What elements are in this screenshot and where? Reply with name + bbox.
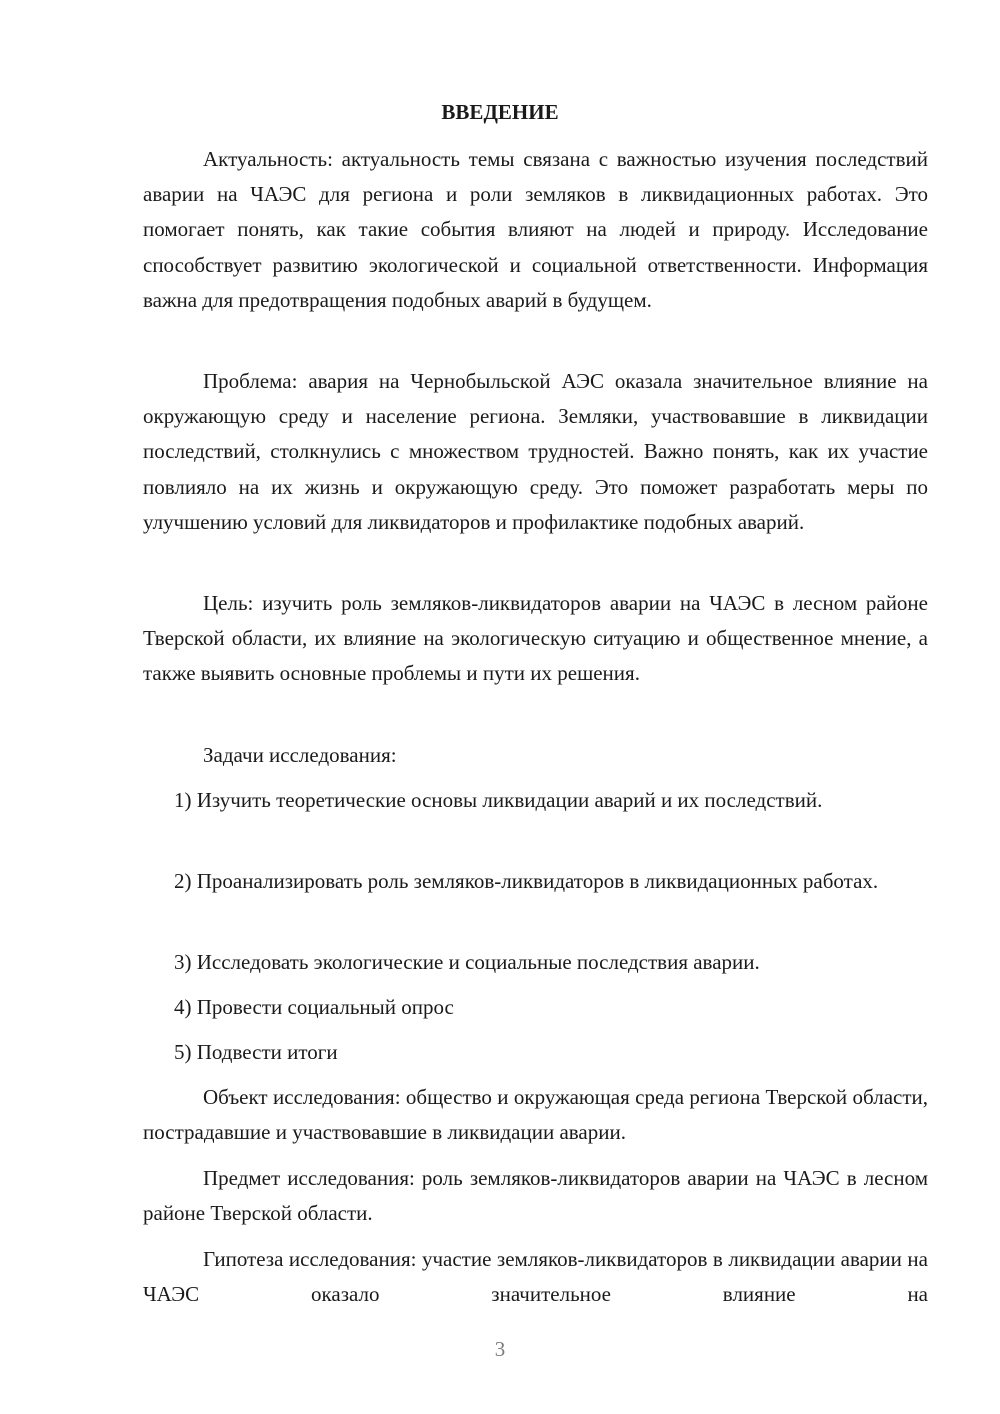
paragraph-problem: Проблема: авария на Чернобыльской АЭС оказала значительное влияние на окружающую среду и население региона. Земляки, участвовавшие в ликвидации последствий, столкнулись с множеством трудностей. Важно понять, как их участие повлияло на их жизнь и окружающую среду. Это поможет разработать меры по улучшению условий для ликвидаторов и профилактике подобных аварий. xyxy=(143,369,928,534)
tasks-heading: Задачи исследования: xyxy=(203,743,397,767)
paragraph-subject: Предмет исследования: роль земляков-ликвидаторов аварии на ЧАЭС в лесном районе Тверской области. xyxy=(143,1166,928,1226)
paragraph-hypothesis: Гипотеза исследования: участие земляков-ликвидаторов в ликвидации аварии на ЧАЭС оказало значительное влияние на xyxy=(143,1247,928,1307)
paragraph-object: Объект исследования: общество и окружающая среда региона Тверской области, пострадавшие и участвовавшие в ликвидации аварии. xyxy=(143,1085,928,1145)
page-number: 3 xyxy=(494,1337,506,1361)
task-item-5: 5) Подвести итоги xyxy=(174,1040,338,1064)
task-item-4: 4) Провести социальный опрос xyxy=(174,995,454,1019)
task-item-3: 3) Исследовать экологические и социальные последствия аварии. xyxy=(174,950,760,974)
section-title: ВВЕДЕНИЕ xyxy=(441,100,559,124)
task-item-2: 2) Проанализировать роль земляков-ликвидаторов в ликвидационных работах. xyxy=(174,869,879,893)
paragraph-goal: Цель: изучить роль земляков-ликвидаторов аварии на ЧАЭС в лесном районе Тверской области, их влияние на экологическую ситуацию и общественное мнение, а также выявить основные проблемы и пути их решения. xyxy=(143,591,928,686)
task-item-1: 1) Изучить теоретические основы ликвидации аварий и их последствий. xyxy=(174,788,823,812)
paragraph-relevance: Актуальность: актуальность темы связана с важностью изучения последствий аварии на ЧАЭС для региона и роли земляков в ликвидационных работах. Это помогает понять, как такие события влияют на людей и природу. Исследование способствует развитию экологической и социальной ответственности. Информация важна для предотвращения подобных аварий в будущем. xyxy=(143,147,928,312)
